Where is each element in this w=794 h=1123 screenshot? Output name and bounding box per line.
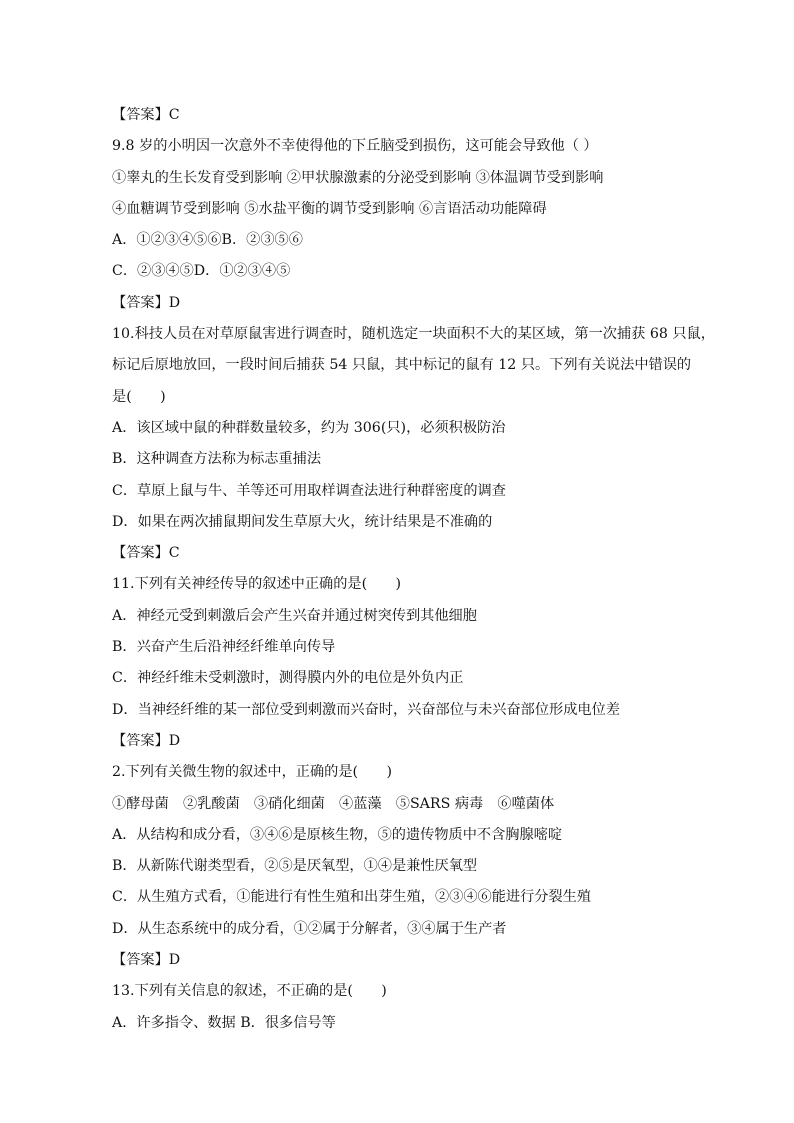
question-9-items-2: ④血糖调节受到影响 ⑤水盐平衡的调节受到影响 ⑥言语活动功能障碍: [112, 200, 547, 217]
question-9-stem: 9.8 岁的小明因一次意外不幸使得他的下丘脑受到损伤，这可能会导致他（ ）: [112, 138, 598, 155]
question-11-option-b: B．兴奋产生后沿神经纤维单向传导: [112, 639, 336, 656]
question-10-stem-2: 标记后原地放回，一段时间后捕获 54 只鼠，其中标记的鼠有 12 只。下列有关说法中错误的: [112, 357, 692, 374]
question-10-option-c: C．草原上鼠与牛、羊等还可用取样调查法进行种群密度的调查: [112, 482, 506, 499]
question-12-option-c: C．从生殖方式看，①能进行有性生殖和出芽生殖，②③④⑥能进行分裂生殖: [112, 889, 592, 906]
question-12-option-b: B．从新陈代谢类型看，②⑤是厌氧型，①④是兼性厌氧型: [112, 858, 478, 875]
question-12-items: ①酵母菌 ②乳酸菌 ③硝化细菌 ④蓝藻 ⑤SARS 病毒 ⑥噬菌体: [112, 795, 555, 812]
question-10-option-a: A．该区域中鼠的种群数量较多，约为 306(只)，必须积极防治: [112, 419, 506, 436]
question-10-stem-1: 10.科技人员在对草原鼠害进行调查时，随机选定一块面积不大的某区域，第一次捕获 68 只鼠，: [112, 326, 715, 343]
question-11-stem: 11.下列有关神经传导的叙述中正确的是( ): [112, 576, 402, 593]
question-13-option-ab: A．许多指令、数据 B．很多信号等: [112, 1014, 336, 1031]
document-page: [112, 100, 715, 1039]
question-9-items-1: ①睾丸的生长发育受到影响 ②甲状腺激素的分泌受到影响 ③体温调节受到影响: [112, 169, 604, 186]
question-11-option-c: C．神经纤维未受刺激时，测得膜内外的电位是外负内正: [112, 670, 464, 687]
question-9-option-cd: C．②③④⑤D．①②③④⑤: [112, 263, 291, 280]
question-10-stem-3: 是( ): [112, 388, 166, 405]
question-12-option-a: A．从结构和成分看，③④⑥是原核生物，⑤的遗传物质中不含胸腺嘧啶: [112, 826, 563, 843]
question-13-stem: 13.下列有关信息的叙述，不正确的是( ): [112, 983, 387, 1000]
answer-line: 【答案】D: [112, 294, 181, 311]
question-11-option-d: D．当神经纤维的某一部位受到刺激而兴奋时，兴奋部位与未兴奋部位形成电位差: [112, 701, 620, 718]
question-9-option-ab: A．①②③④⑤⑥B．②③⑤⑥: [112, 232, 303, 249]
answer-line: 【答案】D: [112, 732, 181, 749]
question-12-option-d: D．从生态系统中的成分看，①②属于分解者，③④属于生产者: [112, 920, 507, 937]
question-11-option-a: A．神经元受到刺激后会产生兴奋并通过树突传到其他细胞: [112, 607, 477, 624]
question-12-stem: 2.下列有关微生物的叙述中，正确的是( ): [112, 764, 392, 781]
answer-line: 【答案】C: [112, 545, 180, 562]
answer-line: 【答案】C: [112, 107, 180, 123]
question-10-option-b: B．这种调查方法称为标志重捕法: [112, 451, 322, 468]
answer-line: 【答案】D: [112, 952, 181, 969]
question-10-option-d: D．如果在两次捕鼠期间发生草原大火，统计结果是不准确的: [112, 513, 493, 530]
